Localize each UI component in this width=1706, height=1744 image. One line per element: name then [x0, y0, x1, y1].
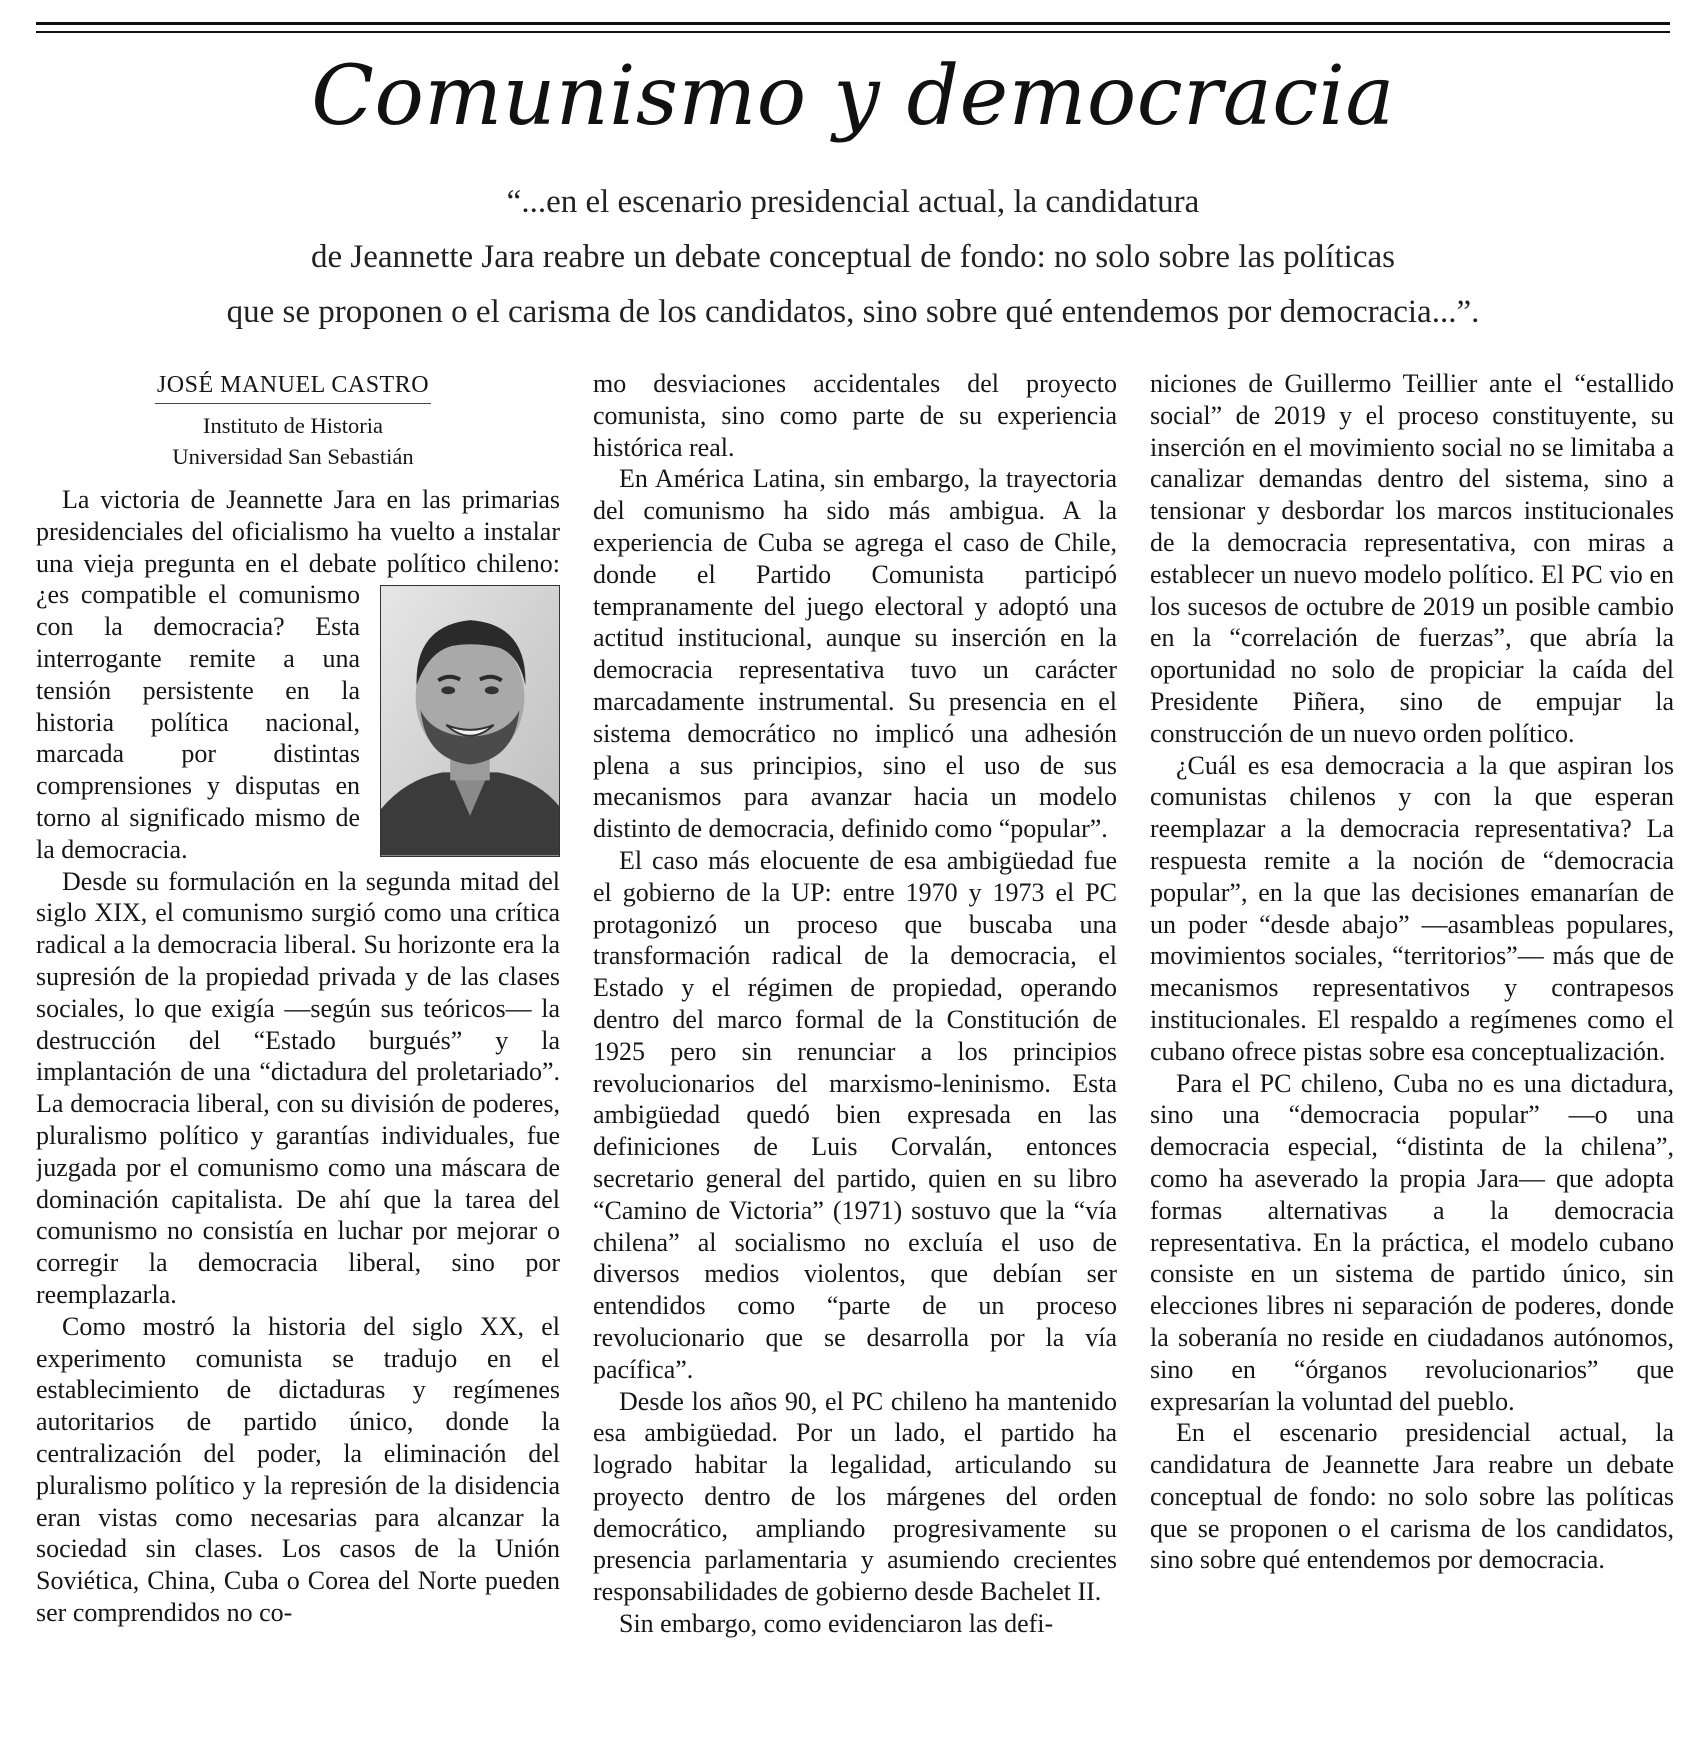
author-institution: Universidad San Sebastián	[172, 444, 414, 469]
author-portrait-icon	[381, 586, 559, 856]
article-paragraph: Como mostró la historia del siglo XX, el experimento comunista se tradujo en el establecimiento de dictaduras y regímenes autoritarios de partido único, donde la centralización del poder, la eliminación del pluralismo político y la represión de la disidencia eran vistas como necesarias para alcanzar la sociedad sin clases. Los casos de la Unión Soviética, China, Cuba o Corea del Norte pueden ser comprendidos no co-	[36, 1311, 560, 1627]
article-paragraph: ¿Cuál es esa democracia a la que aspiran los comunistas chilenos y con la que esperan reemplazar a la democracia representativa? La respuesta remite a la noción de “democracia popular”, en la que las decisiones emanarían de un poder “desde abajo” —asambleas populares, movimientos sociales, “territorios”— más que de mecanismos representativos y contrapesos institucionales. El respaldo a regímenes como el cubano ofrece pistas sobre esa conceptualización.	[1150, 750, 1674, 1066]
article-paragraph: En América Latina, sin embargo, la trayectoria del comunismo ha sido más ambigua. A la experiencia de Cuba se agrega el caso de Chile, donde el Partido Comunista participó tempranamente del juego electoral y adoptó una actitud institucional, aunque su inserción en la democracia representativa tuvo un carácter marcadamente instrumental. Su presencia en el sistema democrático no implicó una adhesión plena a sus principios, sino el uso de sus mecanismos para avanzar hacia un modelo distinto de democracia, definido como “popular”.	[593, 464, 1117, 844]
headline: Comunismo y democracia	[311, 49, 1395, 144]
paragraph-lead-a: La victoria de Jeannette Jara en las primarias presidenciales del oficialismo ha vuelto a instalar una vieja pregunta en el debate político chileno:	[36, 485, 560, 578]
article-paragraph-continued: mo desviaciones accidentales del proyecto comunista, sino como parte de su experiencia histórica real.	[593, 369, 1117, 462]
top-rule-thin	[36, 31, 1670, 33]
article-paragraph: El caso más elocuente de esa ambigüedad fue el gobierno de la UP: entre 1970 y 1973 el PC protagonizó un proceso que buscaba una transformación radical de la democracia, el Estado y el régimen de propiedad, operando dentro del marco formal de la Constitución de 1925 pero sin renunciar a los principios revolucionarios del marxismo-leninismo. Esta ambigüedad quedó bien expresada en las definiciones de Luis Corvalán, entonces secretario general del partido, quien en su libro “Camino de Victoria” (1971) sostuvo que la “vía chilena” al socialismo no excluía el uso de diversos medios violentos, que debían ser entendidos como “parte de un proceso revolucionario que se desarrolla por la vía pacífica”.	[593, 845, 1117, 1384]
article-paragraph: Para el PC chileno, Cuba no es una dictadura, sino una “democracia popular” —o una democracia especial, “distinta de la chilena”, como ha aseverado la propia Jara— que adopta formas alternativas a la democracia representativa. En la práctica, el modelo cubano consiste en un sistema de partido único, sin elecciones libres ni separación de poderes, donde la soberanía no reside en ciudadanos autónomos, sino en “órganos revolucionarios” que expresarían la voluntad del pueblo.	[1150, 1068, 1674, 1416]
article-paragraph: En el escenario presidencial actual, la candidatura de Jeannette Jara reabre un debate conceptual de fondo: no solo sobre las políticas que se proponen o el carisma de los candidatos, sino sobre qué entendemos por democracia.	[1150, 1418, 1674, 1575]
article-paragraph-continued: niciones de Guillermo Teillier ante el “estallido social” de 2019 y el proceso constituyente, su inserción en el movimiento social no se limitaba a canalizar demandas dentro del sistema, sino a tensionar y desbordar los marcos institucionales de la democracia representativa, con miras a establecer un nuevo modelo político. El PC vio en los sucesos de octubre de 2019 un posible cambio en la “correlación de fuerzas”, que abría la oportunidad no solo de propiciar la caída del Presidente Piñera, sino de empujar la construcción de un nuevo orden político.	[1150, 369, 1674, 748]
article-paragraph: Desde los años 90, el PC chileno ha mantenido esa ambigüedad. Por un lado, el partido ha logrado habitar la legalidad, articulando su proyecto dentro de los márgenes del orden democrático, ampliando progresivamente su presencia parlamentaria y asumiendo crecientes responsabilidades de gobierno desde Bachelet II.	[593, 1386, 1117, 1607]
pull-quote-line: “...en el escenario presidencial actual, la candidatura	[506, 184, 1200, 220]
paragraph-lead-b: ¿es compatible el comunismo con la democracia? Esta interrogante remite a una tensión persistente en la historia política nacional, marcada por distintas comprensiones y disputas en torno al significado mismo de la democracia.	[36, 580, 360, 864]
pull-quote-line: que se proponen o el carisma de los candidatos, sino sobre qué entendemos por democracia...”.	[226, 294, 1480, 330]
column-1	[36, 368, 560, 1728]
author-affiliation: Instituto de Historia	[203, 413, 383, 438]
article-paragraph: Desde su formulación en la segunda mitad del siglo XIX, el comunismo surgió como una crítica radical a la democracia liberal. Su horizonte era la supresión de la propiedad privada y de las clases sociales, lo que exigía —según sus teóricos— la destrucción del “Estado burgués” y la implantación de una “dictadura del proletariado”. La democracia liberal, con su división de poderes, pluralismo político y garantías individuales, fue juzgada por el comunismo como una máscara de dominación capitalista. De ahí que la tarea del comunismo no consistía en luchar por mejorar o corregir la democracia liberal, sino por reemplazarla.	[36, 866, 560, 1309]
column-3	[1150, 368, 1674, 1728]
author-photo	[380, 585, 560, 857]
article-paragraph	[36, 484, 560, 866]
byline	[36, 368, 560, 472]
author-name: JOSÉ MANUEL CASTRO	[155, 368, 431, 404]
top-rule	[36, 22, 1670, 25]
pull-quote	[60, 175, 1646, 340]
pull-quote-line: de Jeannette Jara reabre un debate conceptual de fondo: no solo sobre las políticas	[310, 239, 1395, 275]
column-2	[593, 368, 1117, 1728]
article-paragraph: Sin embargo, como evidenciaron las defi-	[619, 1609, 1054, 1639]
